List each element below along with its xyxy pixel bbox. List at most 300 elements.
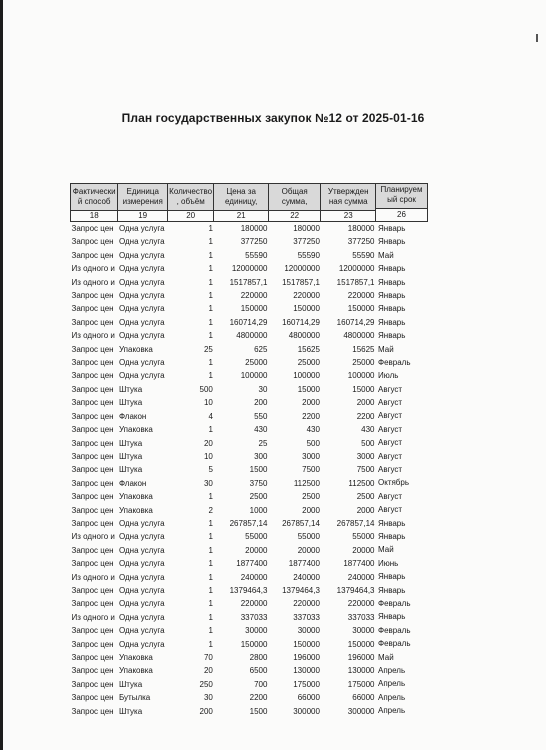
table-row (71, 463, 376, 476)
cell-quantity: 200 (199, 706, 213, 716)
cell-planned-term: Август (378, 505, 403, 515)
cell-unit: Одна услуга (118, 237, 165, 247)
cell-approved: 2500 (356, 492, 375, 502)
cell-method: Из одного и (71, 264, 115, 274)
cell-approved: 100000 (347, 371, 375, 381)
cell-total: 15625 (297, 344, 320, 354)
cell-planned-term: Июль (378, 371, 399, 381)
cell-planned-term: Май (378, 652, 394, 662)
cell-planned-term: Август (378, 451, 403, 461)
cell-unit: Бутылка (118, 693, 151, 703)
cell-quantity: 4 (208, 411, 213, 421)
cell-unit-price: 12000000 (231, 264, 268, 274)
cell-approved: 150000 (347, 639, 375, 649)
cell-method: Запрос цен (71, 679, 114, 689)
cell-approved: 377250 (347, 237, 375, 247)
cell-planned-term: Февраль (378, 625, 411, 635)
cell-approved: 4800000 (343, 331, 375, 341)
cell-unit: Упаковка (118, 505, 153, 515)
table-row (71, 584, 376, 597)
cell-planned-term: Январь (378, 264, 406, 274)
cell-quantity: 250 (199, 679, 213, 689)
colnum-22: 22 (268, 211, 321, 222)
cell-approved: 175000 (347, 679, 375, 689)
cell-unit-price: 30000 (245, 626, 268, 636)
table-row (71, 302, 376, 315)
cell-unit-price: 550 (254, 411, 268, 421)
cell-approved: 240000 (347, 572, 375, 582)
table-row (71, 222, 376, 236)
cell-unit-price: 220000 (240, 599, 268, 609)
cell-total: 4800000 (288, 331, 320, 341)
cell-method: Запрос цен (71, 344, 114, 354)
cell-total: 112500 (293, 478, 320, 488)
cell-total: 175000 (293, 679, 320, 689)
table-row (71, 611, 376, 624)
cell-unit-price: 267857,14 (229, 518, 268, 528)
cell-approved: 337033 (347, 612, 375, 622)
cell-planned-term: Февраль (378, 357, 411, 367)
cell-unit-price: 430 (254, 425, 268, 435)
cell-unit: Одна услуга (118, 545, 165, 555)
procurement-table (70, 183, 376, 718)
cell-planned-term: Январь (378, 277, 406, 287)
cell-unit: Одна услуга (118, 250, 165, 260)
cell-total: 240000 (293, 572, 320, 582)
cell-unit-price: 160714,29 (229, 317, 268, 327)
cell-method: Запрос цен (71, 451, 114, 461)
cell-unit: Упаковка (118, 492, 153, 502)
cell-total: 1379464,3 (282, 585, 320, 595)
table-row (71, 343, 376, 356)
colnum-20: 20 (167, 211, 213, 222)
cell-unit-price: 200 (254, 398, 268, 408)
cell-approved: 1379464,3 (336, 585, 375, 595)
cell-approved: 112500 (348, 478, 375, 488)
table-row (71, 369, 376, 382)
cell-quantity: 1 (208, 518, 213, 528)
cell-method: Запрос цен (71, 411, 114, 421)
cell-planned-term: Январь (378, 237, 406, 247)
colnum-23: 23 (321, 211, 376, 222)
cell-quantity: 1 (208, 224, 213, 233)
cell-total: 2000 (302, 505, 320, 515)
cell-quantity: 30 (203, 478, 213, 488)
cell-method: Запрос цен (71, 304, 114, 314)
cell-total: 15000 (297, 384, 320, 394)
cell-method: Запрос цен (71, 438, 114, 448)
cell-unit: Штука (118, 438, 143, 448)
cell-quantity: 1 (208, 626, 213, 636)
cell-quantity: 1 (208, 304, 213, 314)
cell-approved: 220000 (347, 599, 375, 609)
cell-quantity: 1 (208, 639, 213, 649)
cell-method: Запрос цен (71, 706, 114, 716)
cell-method: Запрос цен (71, 398, 114, 408)
cell-approved: 500 (361, 438, 375, 448)
cell-approved: 1517857,1 (336, 277, 375, 287)
table-body (71, 222, 376, 719)
cell-total: 20000 (297, 545, 320, 555)
cell-method: Запрос цен (71, 639, 114, 649)
table-row (71, 651, 376, 664)
cell-quantity: 1 (208, 264, 213, 274)
cell-unit: Флакон (118, 411, 147, 421)
table-row (71, 235, 376, 248)
document-title: План государственных закупок №12 от 2025-01-16 (121, 111, 425, 125)
cell-unit: Штука (118, 706, 143, 716)
cell-unit-price: 240000 (240, 572, 268, 582)
colnum-26: 26 (376, 209, 428, 222)
column-number-row (71, 211, 376, 222)
cell-method: Запрос цен (71, 545, 114, 555)
cell-unit-price: 6500 (249, 666, 268, 676)
header-quantity: Количество , объём (167, 184, 213, 211)
cell-total: 30000 (297, 626, 320, 636)
cell-approved: 130000 (347, 666, 375, 676)
cell-unit: Штука (118, 384, 143, 394)
table-row (71, 557, 376, 570)
cell-planned-term: Апрель (378, 665, 406, 675)
cell-approved: 160714,29 (336, 317, 375, 327)
cell-planned-term: Январь (378, 317, 406, 327)
table-row (71, 638, 376, 651)
cell-approved: 66000 (352, 693, 375, 703)
table-row (71, 678, 376, 691)
cell-unit: Одна услуга (118, 358, 165, 368)
cell-unit-price: 25000 (245, 358, 268, 368)
cell-planned-term: Июнь (378, 558, 399, 568)
table-row (71, 624, 376, 637)
cell-unit: Одна услуга (118, 331, 165, 341)
cell-unit: Флакон (118, 478, 147, 488)
cell-unit: Одна услуга (118, 559, 165, 569)
header-method: Фактически й способ (71, 184, 118, 211)
cell-approved: 220000 (347, 291, 375, 301)
cell-total: 7500 (302, 465, 320, 475)
cell-approved: 55000 (352, 532, 375, 542)
cell-method: Запрос цен (71, 478, 114, 488)
cell-approved: 2200 (356, 411, 375, 421)
cell-planned-term: Январь (378, 290, 406, 300)
table-row (71, 410, 376, 423)
table-row (71, 289, 376, 302)
cell-approved: 267857,14 (336, 518, 375, 528)
cell-total: 25000 (297, 358, 320, 368)
colnum-18: 18 (71, 211, 118, 222)
cell-approved: 196000 (347, 653, 375, 662)
header-unit: Единица измерения (118, 184, 167, 211)
cell-approved: 180000 (347, 224, 375, 233)
cell-unit: Одна услуга (118, 532, 165, 542)
cell-unit: Одна услуга (118, 277, 165, 287)
table-row (71, 437, 376, 450)
cell-approved: 300000 (347, 706, 375, 716)
table-row (71, 490, 376, 503)
table-row (71, 396, 376, 409)
cell-approved: 2000 (356, 505, 375, 515)
cell-unit: Упаковка (118, 344, 153, 354)
cell-method: Запрос цен (71, 224, 114, 233)
cell-quantity: 1 (208, 532, 213, 542)
cell-method: Запрос цен (71, 666, 114, 676)
cell-unit-price: 2800 (249, 653, 268, 662)
table-row (71, 664, 376, 677)
cell-total: 2000 (302, 398, 320, 408)
cell-planned-term: Февраль (378, 639, 411, 649)
cell-unit-price: 1500 (249, 465, 268, 475)
cell-quantity: 1 (208, 612, 213, 622)
cell-unit-price: 180000 (240, 224, 268, 233)
cell-planned-term: Январь (378, 224, 406, 233)
cell-approved: 15625 (352, 344, 375, 354)
cell-quantity: 1 (208, 545, 213, 555)
cell-total: 337033 (293, 612, 320, 622)
cell-approved: 20000 (352, 545, 375, 555)
cell-unit: Одна услуга (118, 639, 165, 649)
cell-total: 430 (306, 425, 320, 435)
colnum-21: 21 (214, 211, 269, 222)
table-row (71, 544, 376, 557)
cell-unit: Одна услуга (118, 264, 165, 274)
cell-method: Запрос цен (71, 559, 114, 569)
cell-unit: Одна услуга (118, 304, 165, 314)
cell-planned-term: Август (378, 384, 403, 394)
cell-planned-term: Январь (378, 304, 406, 314)
cell-total: 66000 (297, 693, 320, 703)
cell-unit-price: 625 (254, 344, 268, 354)
cell-unit: Одна услуга (118, 518, 165, 528)
cell-total: 2200 (302, 411, 320, 421)
cell-unit-price: 1000 (249, 505, 268, 515)
cell-total: 220000 (293, 599, 320, 609)
table-row (71, 504, 376, 517)
cell-planned-term: Январь (378, 612, 406, 622)
cell-unit-price: 55590 (245, 250, 268, 260)
cell-unit-price: 25 (258, 438, 268, 448)
cell-total: 130000 (293, 666, 320, 676)
cell-quantity: 5 (208, 465, 213, 475)
cell-total: 267857,14 (282, 518, 320, 528)
cell-method: Запрос цен (71, 237, 114, 247)
cell-quantity: 1 (208, 237, 213, 247)
table-row (71, 691, 376, 704)
cell-unit-price: 3750 (249, 478, 268, 488)
table-row (71, 705, 376, 718)
cell-total: 100000 (293, 371, 320, 381)
cell-quantity: 10 (203, 398, 213, 408)
cell-unit: Одна услуга (118, 317, 165, 327)
cell-unit-price: 30 (258, 384, 268, 394)
cell-unit-price: 4800000 (236, 331, 268, 341)
cell-quantity: 1 (208, 559, 213, 569)
cell-unit-price: 100000 (240, 371, 268, 381)
cell-quantity: 25 (203, 344, 213, 354)
table-row (71, 517, 376, 530)
cell-planned-term: Май (378, 344, 394, 354)
cell-planned-term: Февраль (378, 598, 411, 608)
cell-approved: 55590 (352, 250, 375, 260)
cell-method: Запрос цен (71, 317, 114, 327)
cell-quantity: 1 (208, 492, 213, 502)
cell-quantity: 1 (208, 277, 213, 287)
table-row (71, 316, 376, 329)
cell-unit-price: 1877400 (236, 559, 268, 569)
cell-total: 12000000 (284, 264, 320, 274)
cell-method: Запрос цен (71, 250, 114, 260)
cell-quantity: 500 (199, 384, 213, 394)
cell-approved: 430 (361, 425, 375, 435)
cell-quantity: 10 (203, 451, 213, 461)
cell-planned-term: Январь (378, 531, 406, 541)
cell-quantity: 1 (208, 599, 213, 609)
cell-planned-term: Октябрь (378, 478, 410, 488)
cell-method: Запрос цен (71, 425, 114, 435)
header-approved: Утвержден ная сумма (321, 184, 376, 211)
table-row (71, 450, 376, 463)
cell-unit-price: 377250 (240, 237, 268, 247)
cell-unit-price: 20000 (245, 545, 268, 555)
cell-unit-price: 1500 (249, 706, 268, 716)
table-row (71, 597, 376, 610)
cell-unit-price: 55000 (245, 532, 268, 542)
cell-approved: 25000 (352, 358, 375, 368)
cell-quantity: 1 (208, 585, 213, 595)
cell-quantity: 1 (208, 425, 213, 435)
cell-unit-price: 1517857,1 (229, 277, 268, 287)
cell-planned-term: Август (378, 438, 403, 448)
cell-total: 377250 (293, 237, 320, 247)
cell-planned-term: Август (378, 411, 403, 421)
cell-total: 150000 (293, 304, 320, 314)
table-row (71, 571, 376, 584)
table-row (71, 249, 376, 262)
cell-unit: Одна услуга (118, 224, 165, 233)
cell-total: 500 (306, 438, 320, 448)
table-row (71, 329, 376, 342)
cell-quantity: 1 (208, 371, 213, 381)
table-row (71, 530, 376, 543)
cell-unit-price: 2200 (249, 693, 268, 703)
cell-approved: 3000 (356, 451, 375, 461)
cell-unit: Одна услуга (118, 291, 165, 301)
cell-unit-price: 300 (254, 451, 268, 461)
cell-method: Запрос цен (71, 492, 114, 502)
cell-method: Из одного и (71, 331, 115, 341)
cell-quantity: 2 (208, 505, 213, 515)
cell-approved: 150000 (347, 304, 375, 314)
cell-planned-term: Август (378, 424, 403, 434)
cell-quantity: 1 (208, 572, 213, 582)
cell-planned-term: Август (378, 465, 403, 475)
cell-approved: 30000 (352, 626, 375, 636)
cell-total: 150000 (293, 639, 320, 649)
cell-planned-term: Май (378, 250, 394, 260)
header-planned-term: Планируем ый срок (376, 183, 428, 209)
cell-method: Запрос цен (71, 465, 114, 475)
cell-method: Из одного и (71, 612, 115, 622)
cell-method: Из одного и (71, 572, 115, 582)
cell-method: Из одного и (71, 277, 115, 287)
cell-approved: 2000 (356, 398, 375, 408)
cell-total: 1877400 (288, 559, 320, 569)
cell-planned-term: Апрель (378, 706, 406, 716)
table-row (71, 356, 376, 369)
cell-method: Запрос цен (71, 653, 114, 662)
cell-total: 220000 (293, 291, 320, 301)
header-total: Общая сумма, (268, 184, 321, 211)
cell-unit-price: 1379464,3 (229, 585, 268, 595)
cell-method: Запрос цен (71, 626, 114, 636)
cell-unit: Одна услуга (118, 599, 165, 609)
cell-unit: Одна услуга (118, 585, 165, 595)
cell-unit: Одна услуга (118, 626, 165, 636)
cell-unit: Штука (118, 465, 143, 475)
cell-approved: 1877400 (343, 559, 375, 569)
cell-approved: 7500 (356, 465, 375, 475)
cell-method: Запрос цен (71, 291, 114, 301)
cell-method: Запрос цен (71, 585, 114, 595)
planned-term-body (376, 222, 428, 717)
cell-method: Запрос цен (71, 371, 114, 381)
table-row (71, 383, 376, 396)
cell-unit-price: 700 (254, 679, 268, 689)
cell-quantity: 20 (203, 438, 213, 448)
cell-planned-term: Январь (378, 572, 406, 582)
scan-mark (536, 34, 538, 42)
cell-total: 55000 (297, 532, 320, 542)
cell-total: 180000 (293, 224, 320, 233)
cell-quantity: 1 (208, 358, 213, 368)
cell-planned-term: Август (378, 491, 403, 501)
cell-unit: Упаковка (118, 666, 153, 676)
cell-unit: Штука (118, 398, 143, 408)
cell-method: Запрос цен (71, 358, 114, 368)
cell-planned-term: Август (378, 398, 403, 408)
cell-method: Запрос цен (71, 599, 114, 609)
cell-quantity: 20 (203, 666, 213, 676)
table-row (71, 423, 376, 436)
cell-unit-price: 2500 (249, 492, 268, 502)
table-row (71, 276, 376, 289)
table-row (71, 477, 376, 490)
cell-planned-term: Апрель (378, 679, 406, 689)
cell-planned-term: Январь (378, 585, 406, 595)
cell-unit-price: 150000 (240, 304, 268, 314)
cell-method: Запрос цен (71, 693, 114, 703)
cell-total: 160714,29 (282, 317, 320, 327)
cell-quantity: 1 (208, 291, 213, 301)
cell-quantity: 30 (203, 693, 213, 703)
cell-quantity: 1 (208, 331, 213, 341)
cell-planned-term: Январь (378, 331, 406, 341)
cell-unit: Одна услуга (118, 371, 165, 381)
cell-unit: Одна услуга (118, 572, 165, 582)
cell-total: 1517857,1 (282, 277, 320, 287)
table-row (71, 262, 376, 275)
cell-unit: Одна услуга (118, 612, 165, 622)
cell-unit: Упаковка (118, 425, 153, 435)
cell-method: Запрос цен (71, 384, 114, 394)
planned-term-column (376, 183, 428, 717)
cell-unit: Упаковка (118, 653, 153, 662)
cell-quantity: 70 (203, 653, 213, 662)
cell-unit-price: 150000 (240, 639, 268, 649)
cell-total: 2500 (302, 492, 320, 502)
cell-planned-term: Апрель (378, 692, 406, 702)
cell-total: 55590 (297, 250, 320, 260)
cell-unit: Штука (118, 451, 143, 461)
